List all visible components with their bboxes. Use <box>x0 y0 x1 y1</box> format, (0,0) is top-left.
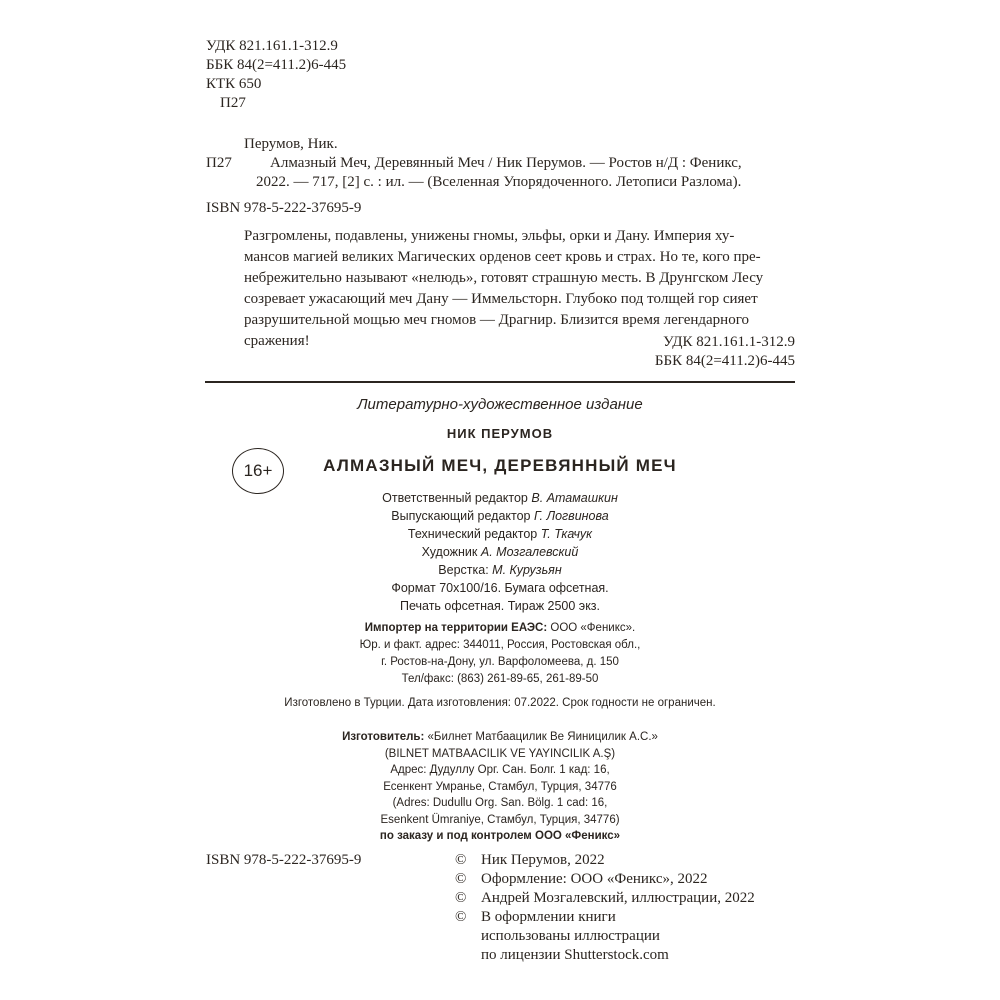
copyright-icon: © <box>455 890 467 906</box>
importer-row <box>0 620 1000 637</box>
copyright-icon: © <box>455 852 467 868</box>
copyright-entry <box>455 908 755 965</box>
manufacturer-line: Esenkent Ümraniye, Стамбул, Турция, 34776) <box>380 813 620 826</box>
format-line: Печать офсетная. Тираж 2500 экз. <box>399 598 601 613</box>
citation-line: Алмазный Меч, Деревянный Меч / Ник Перумов. — Ростов н/Д : Феникс, <box>270 155 742 171</box>
format-line: Формат 70x100/16. Бумага офсетная. <box>391 581 609 595</box>
copyright-entry <box>455 851 755 870</box>
annotation-line: сражения! <box>244 333 310 349</box>
manufacture-date: Изготовлено в Турции. Дата изготовления: 07.2022. Срок годности не ограничен. <box>284 697 716 709</box>
bbk-code: ББК 84(2=411.2)6-445 <box>206 57 347 73</box>
copyright-line: В оформлении книги <box>481 909 616 925</box>
catalog-codes <box>206 37 346 113</box>
importer-name: ООО «Феникс». <box>547 622 636 634</box>
isbn-top: ISBN 978-5-222-37695-9 <box>206 200 362 216</box>
manufacturer-footer <box>0 828 1000 845</box>
udc-code-bottom: УДК 821.161.1-312.9 <box>663 334 795 350</box>
copyright-icon: © <box>455 909 467 925</box>
ktk-code: КТК 650 <box>206 76 262 92</box>
staff-name: Т. Ткачук <box>540 527 593 541</box>
copyright-text: Ник Перумов, 2022 <box>481 852 605 868</box>
age-rating-badge: 16+ <box>232 448 284 494</box>
staff-role: Художник <box>421 545 478 559</box>
catalog-codes-bottom <box>655 333 795 371</box>
format-info <box>0 580 1000 615</box>
manufacturer-info <box>0 729 1000 845</box>
copyright-entry <box>455 870 755 889</box>
staff-name: М. Курузьян <box>492 563 562 577</box>
author-name: НИК ПЕРУМОВ <box>446 426 554 441</box>
annotation-line: небрежительно называют «нелюдь», готовят страшную месть. В Друнгском Лесу <box>244 270 764 286</box>
staff-role: Выпускающий редактор <box>391 509 531 523</box>
staff-row <box>0 507 1000 525</box>
author-sign-left: П27 <box>206 155 232 171</box>
importer-line: г. Ростов-на-Дону, ул. Варфоломеева, д. 150 <box>381 656 619 668</box>
manufacturer-line: Есенкент Умранье, Стамбул, Турция, 34776 <box>383 780 617 793</box>
manufacturer-row <box>0 729 1000 746</box>
annotation-line: мансов магией великих Магических орденов сеет кровь и страх. Но те, кого пре- <box>244 249 761 265</box>
staff-row <box>0 525 1000 543</box>
staff-name: В. Атамашкин <box>531 491 618 505</box>
staff-credits <box>0 489 1000 579</box>
staff-row <box>0 561 1000 579</box>
staff-role: Верстка: <box>438 563 489 577</box>
bbk-code-bottom: ББК 84(2=411.2)6-445 <box>654 353 795 369</box>
copyright-line: по лицензии Shutterstock.com <box>481 947 669 963</box>
staff-row <box>0 543 1000 561</box>
author-reference: Перумов, Ник. <box>244 136 338 152</box>
bibliographic-citation <box>256 154 815 192</box>
manufacturer-line: (BILNET MATBAACILIK VE YAYINCILIK A.Ş) <box>384 747 616 760</box>
manufacturer-footer-text: по заказу и под контролем ООО «Феникс» <box>379 830 621 842</box>
author-sign: П27 <box>220 95 246 111</box>
manufacturer-line: (Adres: Dudullu Org. San. Bölg. 1 cad: 16, <box>392 797 608 809</box>
staff-role: Технический редактор <box>407 527 538 541</box>
staff-name: Г. Логвинова <box>534 509 609 523</box>
importer-line: Юр. и факт. адрес: 344011, Россия, Ростовская обл., <box>359 639 641 651</box>
copyright-list <box>455 851 755 965</box>
importer-info <box>0 620 1000 688</box>
copyright-text-multiline <box>481 908 669 965</box>
importer-label: Импортер на территории ЕАЭС: <box>364 622 548 634</box>
staff-name: А. Мозгалевский <box>480 545 579 559</box>
staff-role: Ответственный редактор <box>382 491 528 505</box>
copyright-entry <box>455 889 755 908</box>
divider <box>205 381 795 383</box>
isbn-bottom: ISBN 978-5-222-37695-9 <box>206 852 362 868</box>
importer-line: Тел/факс: (863) 261-89-65, 261-89-50 <box>401 673 599 685</box>
staff-row <box>0 489 1000 507</box>
annotation-line: созревает ужасающий меч Дану — Иммельсторн. Глубоко под толщей гор сияет <box>244 291 758 307</box>
manufacturer-label: Изготовитель: <box>342 731 425 743</box>
copyright-line: использованы иллюстрации <box>481 928 660 944</box>
book-title: АЛМАЗНЫЙ МЕЧ, ДЕРЕВЯННЫЙ МЕЧ <box>323 456 677 475</box>
manufacturer-line: Адрес: Дудуллу Орг. Сан. Болг. 1 кад: 16, <box>390 764 610 776</box>
udc-code: УДК 821.161.1-312.9 <box>206 38 338 54</box>
copyright-text: Оформление: ООО «Феникс», 2022 <box>481 871 708 887</box>
copyright-text: Андрей Мозгалевский, иллюстрации, 2022 <box>481 890 755 906</box>
genre-label: Литературно-художественное издание <box>357 396 643 413</box>
copyright-icon: © <box>455 871 467 887</box>
annotation-line: Разгромлены, подавлены, унижены гномы, эльфы, орки и Дану. Империя ху- <box>244 228 735 244</box>
annotation-line: разрушительной мощью меч гномов — Драгнир. Близится время легендарного <box>244 312 749 328</box>
manufacturer-name: «Билнет Матбаацилик Ве Яиницилик А.С.» <box>424 731 658 743</box>
citation-line: 2022. — 717, [2] с. : ил. — (Вселенная Упорядоченного. Летописи Разлома). <box>256 174 742 190</box>
